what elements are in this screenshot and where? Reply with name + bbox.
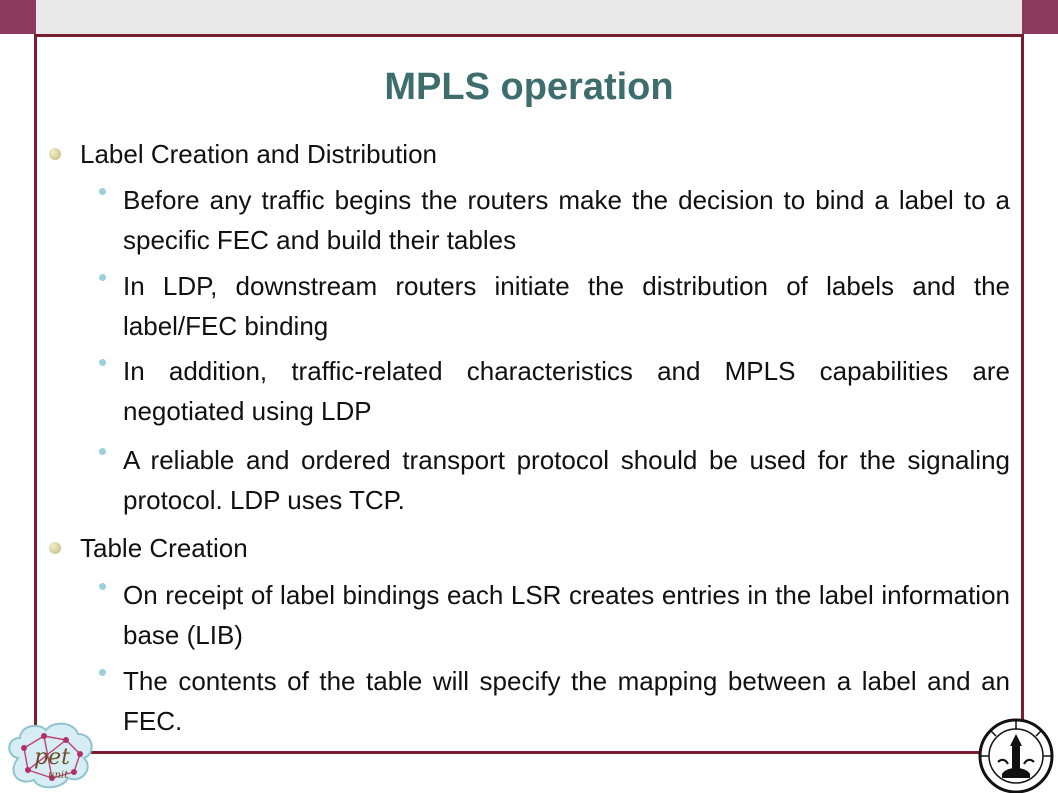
list-item bbox=[123, 351, 1010, 431]
list-item bbox=[123, 180, 1010, 260]
list-item bbox=[123, 575, 1010, 655]
svg-text:pet: pet bbox=[34, 745, 70, 770]
svg-text:unit: unit bbox=[48, 770, 69, 781]
list-item-text: Before any traffic begins the routers make the decision to bind a label to a specific FEC and build their tables bbox=[123, 185, 1010, 255]
bullet-dot-icon bbox=[49, 148, 61, 160]
slide-title: MPLS operation bbox=[384, 66, 674, 108]
sub-bullet-icon bbox=[99, 669, 106, 676]
list-item-text: On receipt of label bindings each LSR creates entries in the label information base (LIB) bbox=[123, 580, 1010, 650]
list-item bbox=[123, 266, 1010, 346]
list-item-text: In addition, traffic-related characteristics and MPLS capabilities are negotiated using LDP bbox=[123, 356, 1010, 426]
bullet-dot-icon bbox=[49, 542, 61, 554]
list-item bbox=[123, 440, 1010, 520]
list-item-text: The contents of the table will specify the mapping between a label and an FEC. bbox=[123, 666, 1010, 736]
section-heading-text: Label Creation and Distribution bbox=[80, 139, 437, 169]
sub-bullet-icon bbox=[99, 188, 106, 195]
sub-bullet-icon bbox=[99, 274, 106, 281]
section-heading-text: Table Creation bbox=[80, 533, 248, 563]
list-item-text: In LDP, downstream routers initiate the distribution of labels and the label/FEC binding bbox=[123, 271, 1010, 341]
list-item-text: A reliable and ordered transport protocol should be used for the signaling protocol. LDP uses TCP. bbox=[123, 445, 1010, 515]
section-heading-label-creation bbox=[80, 134, 437, 174]
sub-bullet-icon bbox=[99, 583, 106, 590]
list-item bbox=[123, 661, 1010, 741]
sub-bullet-icon bbox=[99, 359, 106, 366]
pet-unit-logo bbox=[4, 718, 96, 792]
sub-bullet-icon bbox=[99, 448, 106, 455]
institute-seal-logo bbox=[976, 716, 1056, 793]
section-heading-table-creation bbox=[80, 528, 248, 568]
